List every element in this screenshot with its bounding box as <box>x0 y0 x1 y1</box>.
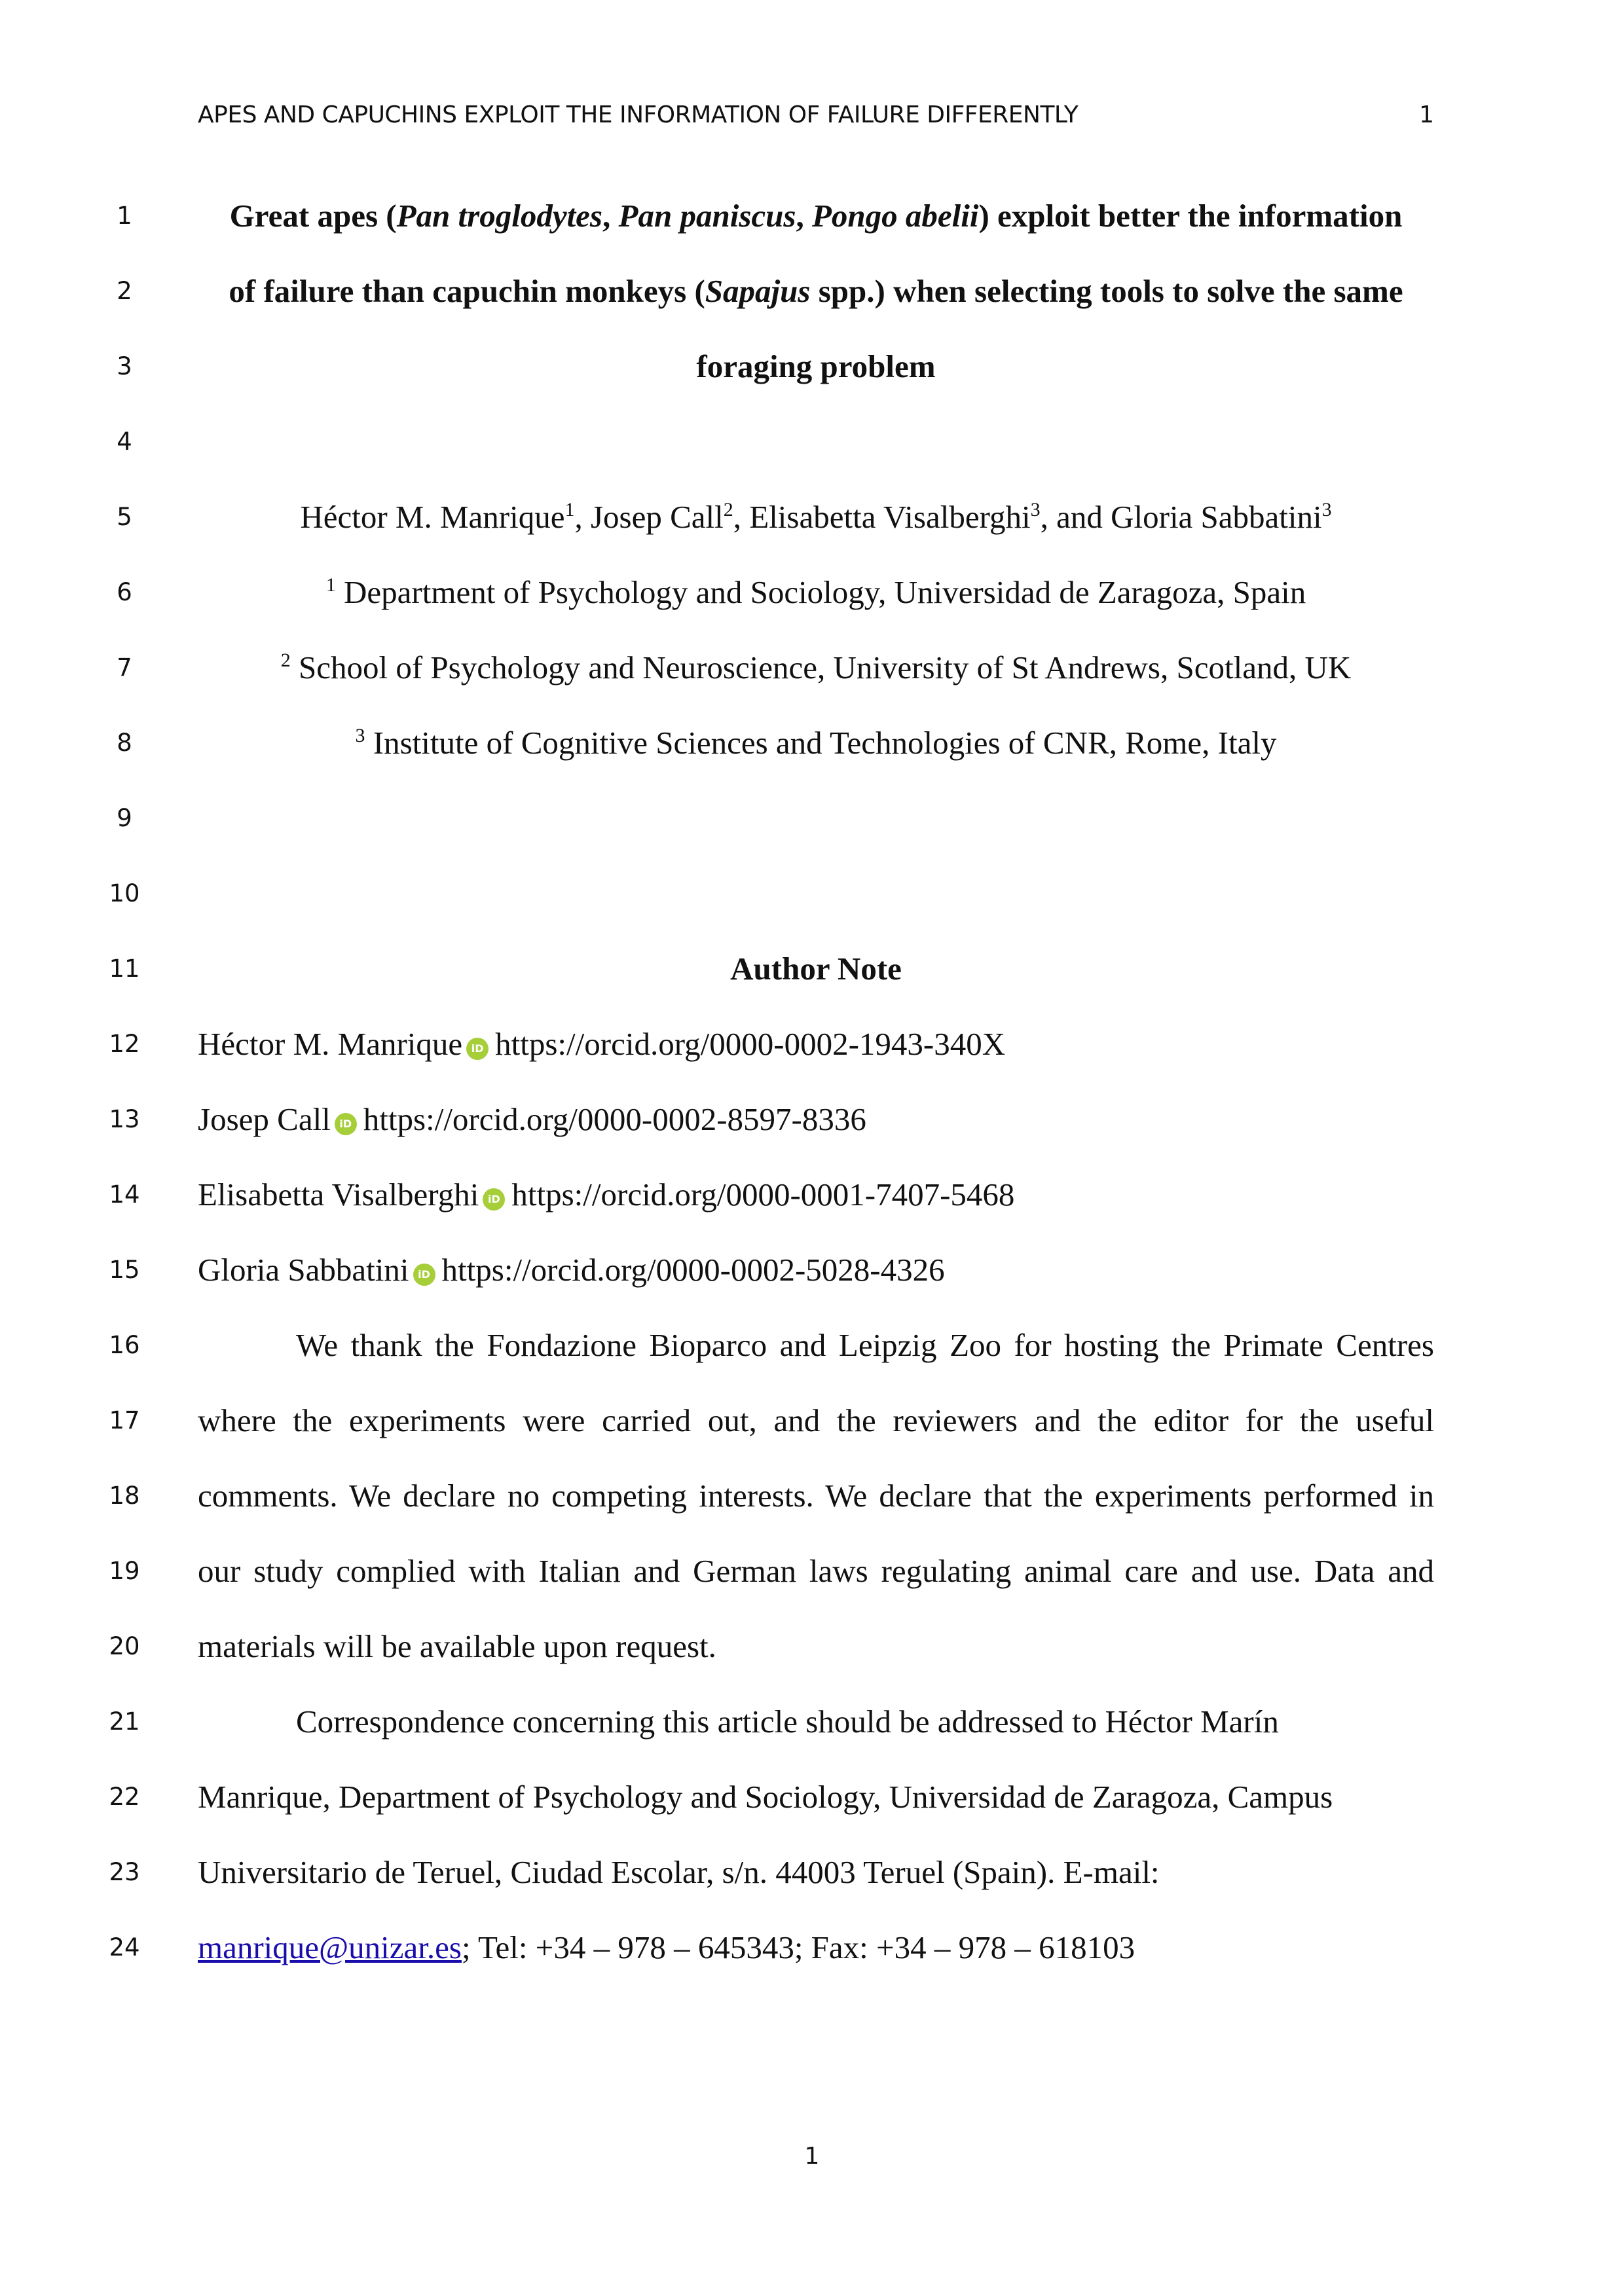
correspondence-text: Manrique, Department of Psychology and Sociology, Universidad de Zaragoza, Campus <box>198 1779 1333 1815</box>
manuscript-line-21 <box>0 1696 1624 1748</box>
correspondence-text: Universitario de Teruel, Ciudad Escolar, s/n. 44003 Teruel (Spain). E-mail: <box>198 1854 1160 1890</box>
manuscript-line-4 <box>0 416 1624 468</box>
line-number: 1 <box>117 202 132 230</box>
orcid-icon: iD <box>483 1188 505 1211</box>
orcid-icon: iD <box>466 1038 489 1060</box>
running-head: APES AND CAPUCHINS EXPLOIT THE INFORMATION OF FAILURE DIFFERENTLY <box>198 101 1079 128</box>
author-list: Héctor M. Manrique$^1$, Josep Call$^2$, Elisabetta Visalberghi$^3$, and Gloria Sabbatini$^3$ <box>300 499 1332 535</box>
line-number: 17 <box>109 1406 140 1434</box>
manuscript-line-23 <box>0 1846 1624 1899</box>
manuscript-line-6 <box>0 566 1624 619</box>
line-number: 18 <box>109 1482 140 1510</box>
line-number: 15 <box>109 1256 140 1284</box>
affiliation-3: $^3$ Institute of Cognitive Sciences and Technologies of CNR, Rome, Italy <box>355 725 1277 761</box>
manuscript-line-9 <box>0 792 1624 845</box>
footer-page-number: 1 <box>804 2143 820 2170</box>
line-number: 21 <box>109 1707 140 1736</box>
manuscript-line-22 <box>0 1771 1624 1823</box>
manuscript-line-14 <box>0 1169 1624 1221</box>
line-number: 6 <box>117 578 132 606</box>
manuscript-line-17 <box>0 1394 1624 1447</box>
affiliation-1: $^1$ Department of Psychology and Sociology, Universidad de Zaragoza, Spain <box>325 574 1306 610</box>
orcid-entry: Elisabetta Visalberghi iD https://orcid.org/0000-0001-7407-5468 <box>198 1176 1015 1212</box>
manuscript-line-18 <box>0 1470 1624 1522</box>
line-number: 4 <box>117 428 132 456</box>
line-number: 5 <box>117 503 132 531</box>
manuscript-line-13 <box>0 1093 1624 1146</box>
line-number: 9 <box>117 804 132 832</box>
line-number: 2 <box>117 277 132 305</box>
orcid-link[interactable]: https://orcid.org/0000-0002-5028-4326 <box>441 1252 945 1288</box>
article-title-line-2: of failure than capuchin monkeys (Sapajus spp.) when selecting tools to solve the same <box>229 273 1403 309</box>
orcid-link[interactable]: https://orcid.org/0000-0001-7407-5468 <box>511 1176 1015 1212</box>
author-note-heading: Author Note <box>730 951 902 987</box>
orcid-entry: Gloria Sabbatini iD https://orcid.org/0000-0002-5028-4326 <box>198 1252 945 1288</box>
species-name: Pongo abelii <box>811 198 979 234</box>
contact-details: manrique@unizar.es; Tel: +34 – 978 – 645343; Fax: +34 – 978 – 618103 <box>198 1929 1135 1965</box>
line-number: 8 <box>117 729 132 757</box>
manuscript-line-8 <box>0 717 1624 769</box>
acknowledgement-text: comments. We declare no competing interests. We declare that the experiments performed in <box>198 1478 1434 1514</box>
line-number: 14 <box>109 1180 140 1209</box>
orcid-entry: Josep Call iD https://orcid.org/0000-0002-8597-8336 <box>198 1101 866 1137</box>
line-number: 7 <box>117 653 132 682</box>
line-number: 13 <box>109 1105 140 1133</box>
line-number: 16 <box>109 1331 140 1359</box>
manuscript-line-10 <box>0 867 1624 920</box>
manuscript-line-11 <box>0 943 1624 995</box>
line-number: 23 <box>109 1858 140 1886</box>
article-title-line-3: foraging problem <box>696 348 936 384</box>
line-number: 22 <box>109 1783 140 1811</box>
line-number: 3 <box>117 352 132 380</box>
manuscript-line-15 <box>0 1244 1624 1296</box>
manuscript-line-7 <box>0 642 1624 694</box>
affiliation-2: $^2$ School of Psychology and Neuroscience, University of St Andrews, Scotland, UK <box>280 649 1352 685</box>
acknowledgement-text: our study complied with Italian and German laws regulating animal care and use. Data and <box>198 1553 1434 1589</box>
species-name: Sapajus <box>705 273 811 309</box>
line-number: 24 <box>109 1933 140 1961</box>
running-head-page-number: 1 <box>1419 101 1434 128</box>
email-link[interactable]: manrique@unizar.es <box>198 1929 462 1965</box>
manuscript-line-2 <box>0 265 1624 318</box>
orcid-icon: iD <box>335 1113 357 1135</box>
manuscript-line-1 <box>0 190 1624 242</box>
manuscript-line-5 <box>0 491 1624 543</box>
orcid-entry: Héctor M. Manrique iD https://orcid.org/0000-0002-1943-340X <box>198 1026 1006 1062</box>
manuscript-line-12 <box>0 1018 1624 1070</box>
manuscript-line-3 <box>0 340 1624 393</box>
manuscript-line-19 <box>0 1545 1624 1597</box>
manuscript-line-16 <box>0 1319 1624 1372</box>
acknowledgement-text: materials will be available upon request. <box>198 1628 716 1664</box>
article-title-line-1: Great apes (Pan troglodytes, Pan paniscus, Pongo abelii) exploit better the information <box>229 198 1403 234</box>
species-name: Pan paniscus <box>618 198 796 234</box>
correspondence-text: Correspondence concerning this article should be addressed to Héctor Marín <box>296 1704 1279 1740</box>
manuscript-line-20 <box>0 1620 1624 1673</box>
line-number: 11 <box>109 955 140 983</box>
acknowledgement-text: where the experiments were carried out, and the reviewers and the editor for the useful <box>198 1402 1434 1438</box>
line-number: 10 <box>109 879 140 907</box>
orcid-icon: iD <box>413 1264 435 1286</box>
line-number: 19 <box>109 1557 140 1585</box>
manuscript-line-24 <box>0 1922 1624 1974</box>
acknowledgement-text: We thank the Fondazione Bioparco and Leipzig Zoo for hosting the Primate Centres <box>296 1327 1434 1363</box>
species-name: Pan troglodytes <box>396 198 603 234</box>
orcid-link[interactable]: https://orcid.org/0000-0002-1943-340X <box>495 1026 1006 1062</box>
line-number: 12 <box>109 1030 140 1058</box>
orcid-link[interactable]: https://orcid.org/0000-0002-8597-8336 <box>363 1101 866 1137</box>
line-number: 20 <box>109 1632 140 1660</box>
